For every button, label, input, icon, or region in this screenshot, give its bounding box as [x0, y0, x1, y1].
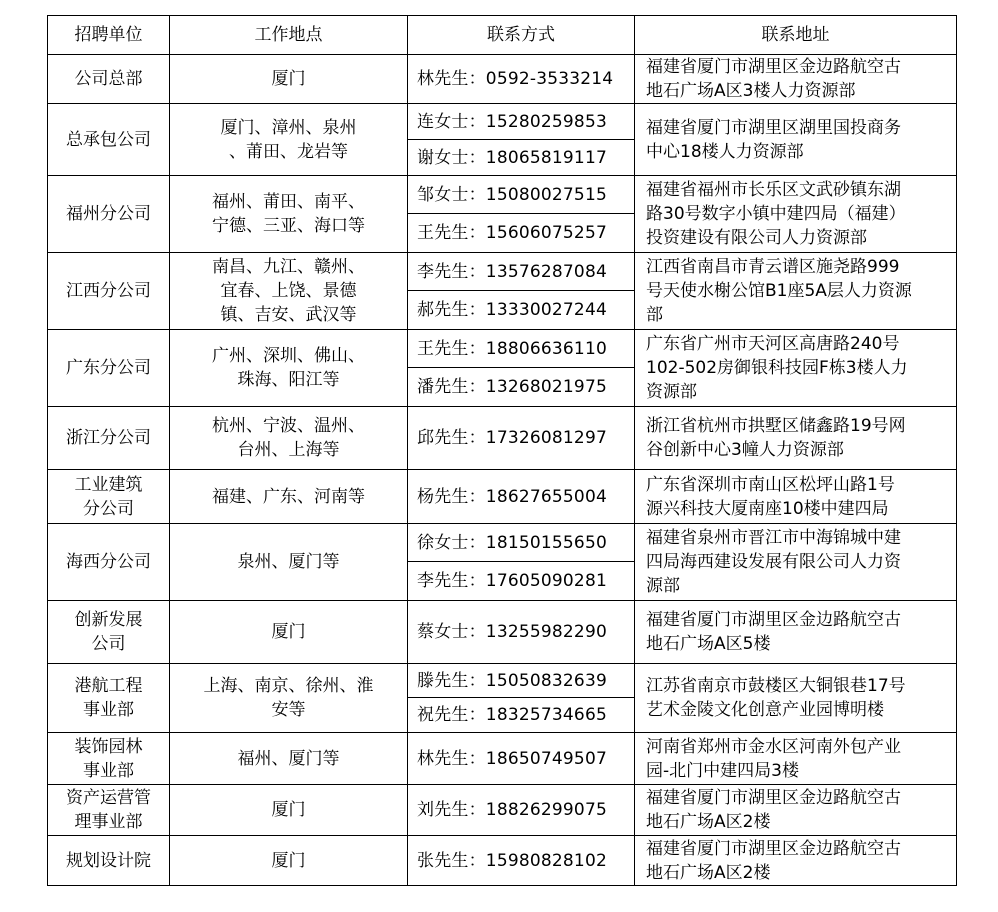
table-row: [48, 601, 957, 664]
cell-contact: 郝先生：13330027244: [408, 291, 635, 330]
location-line: 、莆田、龙岩等: [229, 141, 348, 162]
address-line: 福建省厦门市湖里区金边路航空古: [646, 610, 901, 630]
cell-address: [635, 330, 957, 407]
cell-unit: 浙江分公司: [48, 407, 170, 470]
header-location: 工作地点: [170, 16, 408, 55]
address-line: 号天使水榭公馆B1座5A层人力资源: [646, 281, 912, 301]
address-line: 福建省厦门市湖里区金边路航空古: [646, 57, 901, 77]
cell-location: [170, 253, 408, 330]
unit-line: 公司: [91, 634, 126, 654]
header-address: 联系地址: [635, 16, 957, 55]
location-line: 镇、吉安、武汉等: [220, 305, 357, 325]
unit-line: 装饰园林: [74, 736, 143, 757]
cell-unit: 福州分公司: [48, 176, 170, 253]
address-line: 102-502房御银科技园F栋3楼人力: [646, 358, 908, 378]
cell-location: [170, 664, 408, 733]
location-line: 上海、南京、徐州、淮: [203, 676, 374, 696]
address-line: 地石广场A区3楼人力资源部: [646, 81, 856, 101]
cell-address: [635, 664, 957, 733]
cell-contact: 谢女士：18065819117: [408, 140, 635, 176]
table-row: [48, 330, 957, 368]
cell-contact: 李先生：17605090281: [408, 562, 635, 601]
cell-unit: 广东分公司: [48, 330, 170, 407]
cell-contact: 连女士：15280259853: [408, 104, 635, 140]
table-row: [48, 470, 957, 524]
address-line: 艺术金陵文化创意产业园博明楼: [646, 700, 884, 720]
cell-unit: 公司总部: [48, 55, 170, 104]
cell-address: [635, 104, 957, 176]
cell-location: [170, 176, 408, 253]
unit-line: 创新发展: [74, 610, 143, 630]
table-row: [48, 836, 957, 886]
unit-line: 工业建筑: [74, 474, 143, 495]
cell-address: [635, 176, 957, 253]
unit-line: 事业部: [83, 700, 134, 720]
cell-contact: 王先生：15606075257: [408, 214, 635, 253]
cell-address: [635, 253, 957, 330]
cell-location: [170, 330, 408, 407]
cell-unit: 规划设计院: [48, 836, 170, 886]
cell-location: 厦门: [170, 836, 408, 886]
table-row: [48, 664, 957, 698]
address-line: 资源部: [646, 382, 697, 402]
address-line: 地石广场A区2楼: [646, 812, 771, 832]
address-line: 路30号数字小镇中建四局（福建）: [646, 204, 906, 224]
cell-location: 厦门: [170, 55, 408, 104]
cell-unit: [48, 470, 170, 524]
cell-contact: 杨先生：18627655004: [408, 470, 635, 524]
location-line: 宜春、上饶、景德: [220, 281, 357, 301]
cell-contact: 邹女士：15080027515: [408, 176, 635, 214]
cell-unit: [48, 785, 170, 836]
address-line: 江苏省南京市鼓楼区大铜银巷17号: [646, 676, 906, 696]
unit-line: 港航工程: [74, 676, 143, 696]
address-line: 四局海西建设发展有限公司人力资: [646, 552, 901, 572]
recruitment-table: [47, 15, 957, 886]
address-line: 福建省泉州市晋江市中海锦城中建: [646, 528, 901, 548]
location-line: 宁德、三亚、海口等: [212, 216, 365, 236]
location-line: 珠海、阳江等: [237, 370, 340, 390]
unit-line: 事业部: [83, 760, 134, 781]
cell-unit: 总承包公司: [48, 104, 170, 176]
address-line: 浙江省杭州市拱墅区储鑫路19号网: [646, 416, 906, 436]
address-line: 地石广场A区2楼: [646, 862, 771, 883]
address-line: 广东省深圳市南山区松坪山路1号: [646, 474, 895, 495]
header-contact: 联系方式: [408, 16, 635, 55]
cell-unit: [48, 664, 170, 733]
cell-location: 福建、广东、河南等: [170, 470, 408, 524]
address-line: 源兴科技大厦南座10楼中建四局: [646, 498, 889, 519]
address-line: 投资建设有限公司人力资源部: [646, 228, 867, 248]
table-row: [48, 176, 957, 214]
table-row: [48, 253, 957, 291]
address-line: 河南省郑州市金水区河南外包产业: [646, 736, 901, 757]
cell-contact: 蔡女士：13255982290: [408, 601, 635, 664]
address-line: 广东省广州市天河区高唐路240号: [646, 334, 900, 354]
header-unit: 招聘单位: [48, 16, 170, 55]
cell-contact: 张先生：15980828102: [408, 836, 635, 886]
cell-address: [635, 407, 957, 470]
cell-contact: 王先生：18806636110: [408, 330, 635, 368]
table-row: [48, 407, 957, 470]
address-line: 源部: [646, 576, 680, 596]
table-body: [48, 55, 957, 886]
cell-contact: 滕先生：15050832639: [408, 664, 635, 698]
unit-line: 分公司: [83, 498, 134, 519]
table-row: [48, 733, 957, 785]
cell-address: [635, 785, 957, 836]
cell-address: [635, 601, 957, 664]
address-line: 福建省厦门市湖里区金边路航空古: [646, 838, 901, 859]
address-line: 谷创新中心3幢人力资源部: [646, 440, 844, 460]
cell-contact: 林先生：0592-3533214: [408, 55, 635, 104]
address-line: 江西省南昌市青云谱区施尧路999: [646, 257, 900, 277]
table-row: [48, 55, 957, 104]
unit-line: 理事业部: [74, 812, 143, 832]
location-line: 南昌、九江、赣州、: [212, 257, 365, 277]
cell-location: [170, 407, 408, 470]
address-line: 福建省厦门市湖里区金边路航空古: [646, 788, 901, 808]
cell-contact: 李先生：13576287084: [408, 253, 635, 291]
cell-location: 福州、厦门等: [170, 733, 408, 785]
address-line: 中心18楼人力资源部: [646, 141, 804, 162]
table-row: [48, 104, 957, 140]
cell-contact: 林先生：18650749507: [408, 733, 635, 785]
cell-address: [635, 524, 957, 601]
address-line: 部: [646, 305, 663, 325]
cell-address: [635, 733, 957, 785]
cell-contact: 徐女士：18150155650: [408, 524, 635, 562]
cell-unit: 海西分公司: [48, 524, 170, 601]
cell-address: [635, 836, 957, 886]
location-line: 广州、深圳、佛山、: [212, 346, 365, 366]
cell-unit: 江西分公司: [48, 253, 170, 330]
unit-line: 资产运营管: [66, 788, 151, 808]
location-line: 厦门、漳州、泉州: [220, 117, 357, 138]
cell-contact: 刘先生：18826299075: [408, 785, 635, 836]
cell-location: [170, 104, 408, 176]
address-line: 福建省厦门市湖里区湖里国投商务: [646, 117, 901, 138]
location-line: 福州、莆田、南平、: [212, 192, 365, 212]
cell-unit: [48, 733, 170, 785]
location-line: 台州、上海等: [237, 440, 340, 460]
location-line: 杭州、宁波、温州、: [212, 416, 365, 436]
address-line: 地石广场A区5楼: [646, 634, 771, 654]
cell-location: 厦门: [170, 601, 408, 664]
cell-contact: 邱先生：17326081297: [408, 407, 635, 470]
address-line: 福建省福州市长乐区文武砂镇东湖: [646, 180, 901, 200]
cell-unit: [48, 601, 170, 664]
table-row: [48, 524, 957, 562]
cell-address: [635, 470, 957, 524]
cell-location: 厦门: [170, 785, 408, 836]
cell-contact: 祝先生：18325734665: [408, 698, 635, 733]
address-line: 园-北门中建四局3楼: [646, 760, 799, 781]
cell-contact: 潘先生：13268021975: [408, 368, 635, 407]
header-row: [48, 16, 957, 55]
table-row: [48, 785, 957, 836]
cell-address: [635, 55, 957, 104]
location-line: 安等: [271, 700, 306, 720]
cell-location: 泉州、厦门等: [170, 524, 408, 601]
